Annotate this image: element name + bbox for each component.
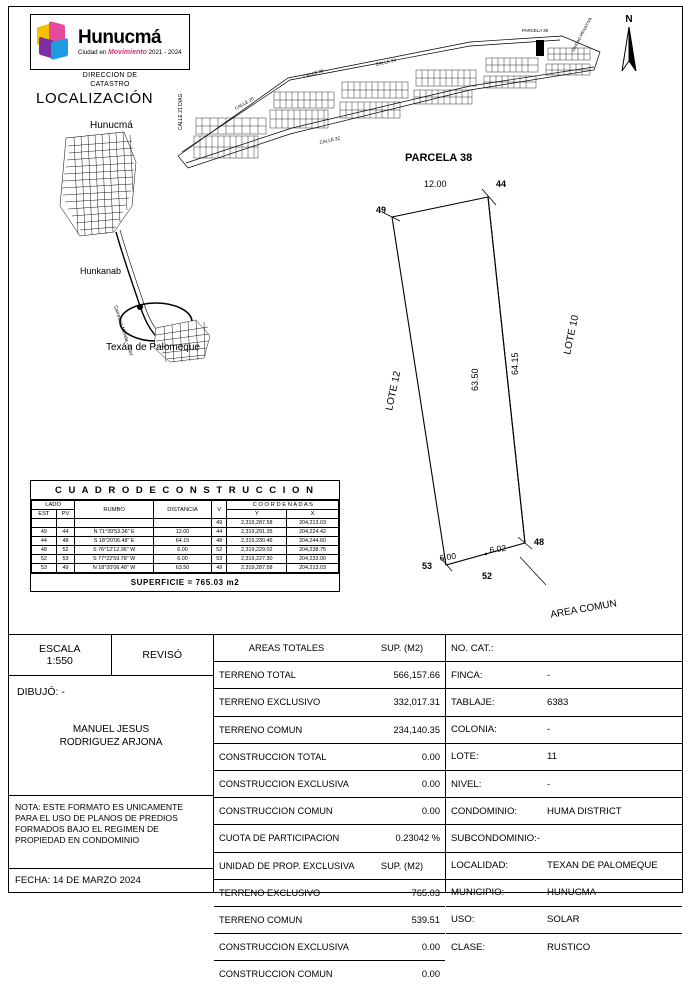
row-label: CONSTRUCCION EXCLUSIVA [219, 942, 350, 953]
row-label: NIVEL: [451, 778, 482, 790]
cell-y: 2,319,287.58 [227, 519, 287, 528]
table-row [32, 528, 339, 537]
row-label: LOCALIDAD: [451, 860, 509, 872]
cell-x: 204,224.42 [287, 528, 339, 537]
row-label: CONSTRUCCION TOTAL [219, 751, 327, 762]
cell-rumbo: S 18°20'06.48" E [75, 537, 154, 546]
row-label: LOTE: [451, 751, 479, 763]
superficie-total: SUPERFICIE = 765.03 m2 [31, 573, 339, 591]
table-row [214, 880, 445, 907]
logo-mark-icon [37, 23, 73, 61]
row-value: 332,017.31 [393, 697, 440, 708]
row-value: SOLAR [547, 914, 580, 926]
logo-subtitle [78, 49, 182, 56]
unidad-header-unit: SUP. (M2) [380, 860, 424, 871]
cell-pv: 52 [56, 546, 75, 555]
cell-rumbo: S 76°12'12.36" W [75, 546, 154, 555]
row-value: 566,157.66 [393, 670, 440, 681]
cell-rumbo: N 71°39'53.36" E [75, 528, 154, 537]
row-value: 539.51 [411, 914, 440, 925]
row-value: 0.00 [421, 806, 440, 817]
row-value: 0.00 [421, 969, 440, 980]
table-row [446, 798, 682, 825]
cuadro-title: C U A D R O D E C O N S T R U C C I O N [31, 481, 339, 500]
table-row [446, 662, 682, 689]
row-value: TEXAN DE PALOMEQUE [547, 860, 658, 872]
vertex-48-label: 48 [534, 537, 545, 547]
vertex-49-label: 49 [376, 205, 387, 215]
row-label: TABLAJE: [451, 696, 495, 708]
label-hunkanab: Hunkanab [80, 266, 122, 276]
cell-pv: 53 [56, 555, 75, 564]
areas-header-row [214, 635, 445, 662]
north-label: N [625, 14, 633, 25]
row-label: CONSTRUCCION COMUN [219, 969, 333, 980]
row-label: CUOTA DE PARTICIPACION [219, 833, 340, 844]
cell-rumbo: N 18°20'06.48" W [75, 564, 154, 573]
row-label: MUNICIPIO: [451, 887, 505, 899]
dim-top-label: 12.00 [424, 179, 447, 189]
header-coordenadas: C O O R D E N A D A S [227, 501, 339, 510]
row-label: FINCA: [451, 669, 483, 681]
logo-sub-small: Ciudad en [78, 48, 107, 56]
table-row [214, 744, 445, 771]
label-texan-de-palomeque: Texán de Palomeque [106, 342, 200, 353]
table-row [32, 555, 339, 564]
subdivision-overview-drawing [170, 18, 620, 178]
vertex-52-label: 52 [482, 571, 493, 581]
areas-table [214, 634, 446, 980]
table-row [446, 717, 682, 744]
cell-x: 204,238.75 [287, 546, 339, 555]
cell-est: 44 [32, 537, 57, 546]
row-value: 11 [547, 751, 557, 763]
cell-distancia: 64.15 [154, 537, 212, 546]
escala-label: ESCALA [39, 643, 81, 655]
header-est: EST [32, 510, 57, 519]
table-row [446, 853, 682, 880]
header-y: Y [227, 510, 287, 519]
row-value: 0.00 [421, 751, 440, 762]
cell-pv: 49 [56, 564, 75, 573]
table-row [214, 771, 445, 798]
row-value: 765.03 [411, 887, 440, 898]
unidad-header-row [214, 853, 445, 880]
nota-text: NOTA: ESTE FORMATO ES UNICAMENTE PARA EL USO DE PLANOS DE PREDIOS FORMADOS BAJO EL REGIMEN DE PROPIEDAD EN CONDOMINIO [9, 795, 213, 853]
cell-y: 2,319,227.30 [227, 555, 287, 564]
cell-v: 52 [211, 546, 227, 555]
parcela-38-label: PARCELA 38 [405, 152, 473, 164]
table-row [214, 825, 445, 852]
cell-v: 49 [211, 519, 227, 528]
area-comun-label: AREA COMUN [549, 598, 618, 621]
table-row [446, 880, 682, 907]
cell-x: 204,233.00 [287, 555, 339, 564]
table-row [214, 689, 445, 716]
table-row [214, 662, 445, 689]
row-value: RUSTICO [547, 941, 591, 953]
row-value: 0.23042 % [395, 833, 440, 844]
row-value: - [536, 832, 541, 844]
row-value: 0.00 [421, 942, 440, 953]
lote-12-label: LOTE 12 [384, 370, 404, 412]
row-label: TERRENO COMUN [219, 914, 303, 925]
row-value: 6383 [547, 696, 569, 708]
signer-name: MANUEL JESUS RODRIGUEZ ARJONA [59, 724, 163, 748]
cell-distancia: 6.00 [154, 546, 212, 555]
cell-est: 48 [32, 546, 57, 555]
cell-y: 2,319,291.35 [227, 528, 287, 537]
street-label: CALLE 22 [319, 135, 341, 145]
row-label: COLONIA: [451, 724, 497, 736]
cell-v: 44 [211, 528, 227, 537]
cell-rumbo: S 77°22'59.78" W [75, 555, 154, 564]
header-v: V [211, 501, 227, 519]
cell-pv: 44 [56, 528, 75, 537]
cell-y: 2,319,230.46 [227, 537, 287, 546]
row-label: TERRENO EXCLUSIVO [219, 887, 321, 898]
header-pv: PV [56, 510, 75, 519]
municipal-logo [30, 14, 190, 70]
row-label: SUBCONDOMINIO: [451, 832, 537, 844]
row-label: CONSTRUCCION COMUN [219, 806, 333, 817]
row-value: - [547, 669, 551, 681]
cell-v: 49 [211, 564, 227, 573]
header-lado: LADO [32, 501, 75, 510]
table-row [32, 564, 339, 573]
row-label: NO. CAT.: [451, 642, 494, 654]
table-row-first-vertex [32, 519, 339, 528]
cell-distancia: 12.00 [154, 528, 212, 537]
road-label: Carretera Mérida - Tetiz [112, 304, 135, 357]
lote-10-label: LOTE 10 [562, 314, 582, 356]
cell-pv: 48 [56, 537, 75, 546]
row-value: - [547, 778, 551, 790]
title-block [9, 634, 682, 980]
cell-distancia: 63.50 [154, 564, 212, 573]
cell-est: 53 [32, 564, 57, 573]
table-row [214, 907, 445, 934]
catastro-caption: DIRECCION DE CATASTRO [82, 72, 138, 88]
cell-est: 52 [32, 555, 57, 564]
parcel-note-label: UNIDAD PRIVATIVA [570, 16, 593, 53]
vertex-44-label: 44 [496, 179, 507, 189]
row-label: CLASE: [451, 941, 486, 953]
row-label: CONDOMINIO: [451, 805, 518, 817]
datos-table [446, 634, 682, 953]
cell-v: 48 [211, 537, 227, 546]
header-x: X [287, 510, 339, 519]
table-row [214, 717, 445, 744]
logo-title: Hunucmá [78, 26, 162, 48]
row-label: CONSTRUCCION EXCLUSIVA [219, 779, 350, 790]
table-row [446, 825, 682, 852]
row-label: TERRENO TOTAL [219, 670, 296, 681]
escala-value: 1:550 [46, 655, 73, 667]
row-value: HUNUCMA [547, 887, 597, 899]
table-row [446, 771, 682, 798]
header-rumbo: RUMBO [75, 501, 154, 519]
table-row [214, 798, 445, 825]
logo-sub-years: 2021 - 2024 [148, 48, 182, 56]
table-row [32, 537, 339, 546]
dim-bottom-right-label: 6.02 [488, 542, 507, 555]
cell-y: 2,319,229.02 [227, 546, 287, 555]
fecha-text: FECHA: 14 DE MARZO 2024 [9, 868, 213, 892]
title-block-left [9, 634, 214, 892]
row-value: - [547, 724, 551, 736]
table-row [214, 934, 445, 961]
row-label: TERRENO EXCLUSIVO [219, 697, 321, 708]
table-row [446, 635, 682, 662]
cuadro-de-construccion [30, 480, 340, 592]
table-row [446, 907, 682, 934]
vertex-53-label: 53 [422, 561, 433, 571]
row-value: HUMA DISTRICT [547, 805, 622, 817]
street-label: CALLE 20 [234, 96, 255, 111]
lot-detail-drawing [370, 165, 670, 635]
table-row [214, 961, 445, 987]
row-value: 0.00 [421, 779, 440, 790]
street-label-vertical: CALLE 21 DIAG. [178, 92, 184, 130]
unidad-header-title: UNIDAD DE PROP. EXCLUSIVA [219, 860, 355, 871]
cell-est: 49 [32, 528, 57, 537]
areas-header-title: AREAS TOTALES [248, 643, 325, 654]
street-label: CALLE 24 [375, 57, 397, 67]
dim-right-label: 64.15 [510, 352, 520, 375]
dim-left-label: 63.50 [470, 368, 480, 391]
cell-x: 204,213.03 [287, 564, 339, 573]
table-row [446, 689, 682, 716]
header-distancia: DISTANCIA [154, 501, 212, 519]
dibujo-label: DIBUJÓ: - [17, 686, 65, 698]
table-row [446, 744, 682, 771]
cell-distancia: 6.00 [154, 555, 212, 564]
cell-x: 204,244.60 [287, 537, 339, 546]
street-label: CALLE 26 [302, 68, 325, 79]
localizacion-title: LOCALIZACIÓN [36, 90, 154, 107]
row-label: TERRENO COMUN [219, 724, 303, 735]
reviso-label: REVISÓ [142, 649, 183, 661]
escala-cell [9, 635, 112, 675]
areas-header-unit: SUP. (M2) [380, 643, 424, 654]
cuadro-table [31, 500, 339, 573]
label-hunucma: Hunucmá [90, 120, 133, 131]
table-row [32, 546, 339, 555]
parcel-38-small-label: PARCELA 38 [522, 28, 549, 33]
dim-bottom-left-label: 6.00 [438, 550, 457, 563]
table-row [446, 934, 682, 960]
row-label: USO: [451, 914, 475, 926]
row-value: 234,140.35 [393, 724, 440, 735]
cell-v: 53 [211, 555, 227, 564]
cell-y: 2,319,287.58 [227, 564, 287, 573]
logo-sub-bold: Movimiento [107, 48, 147, 56]
cell-x: 204,213.03 [287, 519, 339, 528]
